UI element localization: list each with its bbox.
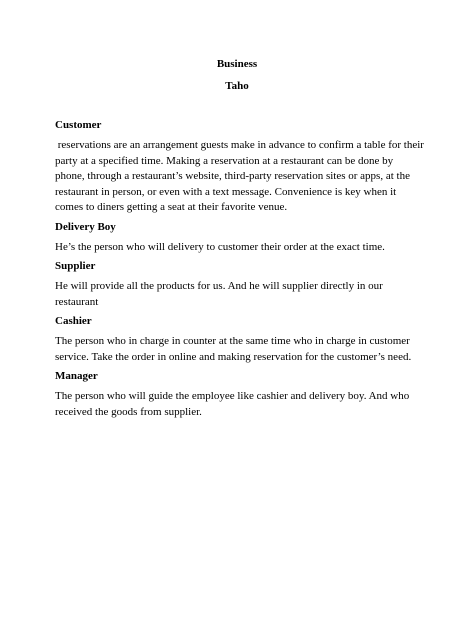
document-subtitle: Taho: [225, 80, 249, 92]
section-heading-delivery-boy: Delivery Boy: [55, 220, 116, 233]
section-heading-cashier: Cashier: [55, 315, 92, 327]
section-heading-supplier: Supplier: [55, 260, 96, 272]
section-heading-manager: Manager: [55, 370, 98, 382]
section-customer: [55, 119, 425, 216]
section-text-supplier: He will provide all the products for us. And he will supplier directly in our restaurant: [55, 280, 383, 308]
section-delivery-boy: [55, 221, 425, 256]
section-cashier: [55, 315, 425, 365]
section-supplier: [55, 260, 425, 310]
section-text-delivery-boy: He’s the person who will delivery to customer their order at the exact time.: [55, 240, 385, 253]
section-text-cashier: The person who in charge in counter at the same time who in charge in customer service. Take the order in online and making reservation for the customer’s need.: [55, 335, 412, 363]
section-heading-customer: Customer: [55, 119, 102, 131]
section-text-customer: reservations are an arrangement guests make in advance to confirm a table for their party at a specified time. Making a reservation at a restaurant can be done by phone, through a restaurant’s website, third-party reservation sites or apps, at the restaurant in person, or even with a text message. Convenience is key when it comes to diners getting a seat at their favorite venue.: [55, 139, 427, 213]
document-title: Business: [216, 58, 258, 70]
section-manager: [55, 370, 425, 420]
section-text-manager: The person who will guide the employee like cashier and delivery boy. And who received the goods from supplier.: [55, 390, 410, 418]
document-body: [55, 119, 425, 425]
